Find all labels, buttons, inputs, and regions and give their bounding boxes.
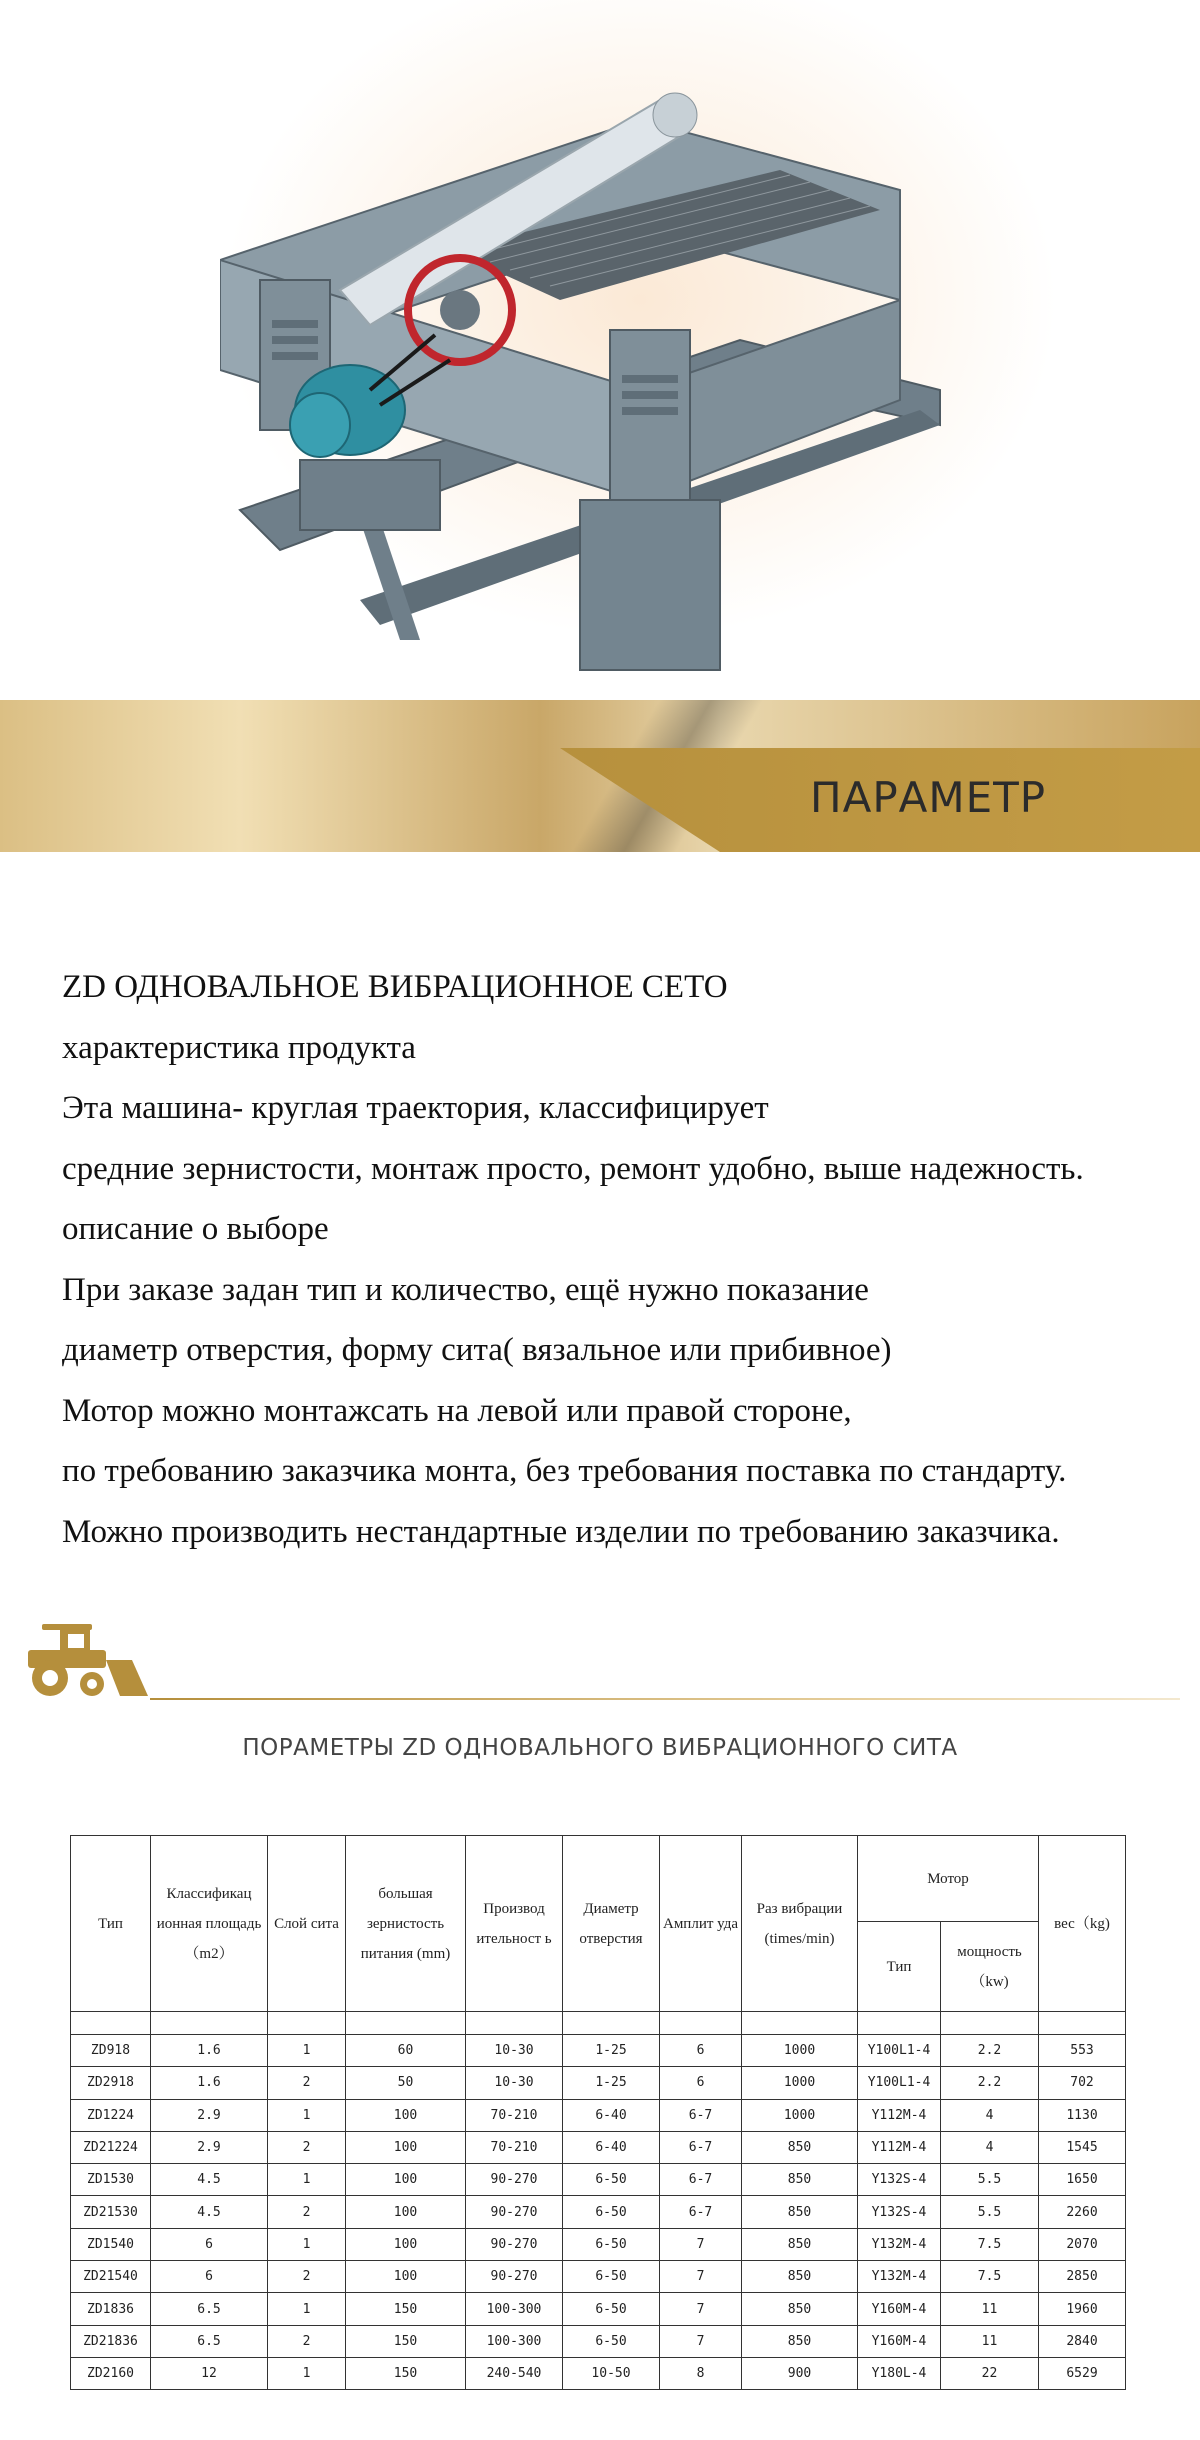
table-cell: Y160M-4 (858, 2293, 941, 2325)
table-cell: 70-210 (466, 2131, 563, 2163)
table-cell: 1 (268, 2164, 346, 2196)
header-capacity: Производ ительност ь (466, 1836, 563, 2012)
table-cell: 1960 (1039, 2293, 1126, 2325)
table-cell: 7.5 (941, 2261, 1039, 2293)
table-cell: 1650 (1039, 2164, 1126, 2196)
table-cell: ZD1540 (71, 2228, 151, 2260)
table-cell: 6-50 (563, 2196, 660, 2228)
description-line: по требованию заказчика монта, без требования поставка по стандарту. (62, 1453, 1067, 1489)
table-cell: 4.5 (151, 2164, 268, 2196)
table-cell: 90-270 (466, 2196, 563, 2228)
product-description (62, 957, 1162, 1562)
table-row (71, 2035, 1126, 2067)
table-cell: Y132M-4 (858, 2261, 941, 2293)
table-cell: 850 (742, 2228, 858, 2260)
description-line: Эта машина- круглая траектория, классифицирует (62, 1090, 769, 1126)
table-row (71, 2357, 1126, 2389)
description-line: Мотор можно монтажсать на левой или правой стороне, (62, 1392, 852, 1429)
description-line: ZD ОДНОВАЛЬНОЕ ВИБРАЦИОННОЕ СЕТО (62, 969, 728, 1005)
table-cell: 1000 (742, 2067, 858, 2099)
table-header-row (71, 1836, 1126, 1922)
table-cell: 2 (268, 2067, 346, 2099)
table-row (71, 2325, 1126, 2357)
table-cell: 2.9 (151, 2099, 268, 2131)
table-cell: ZD2160 (71, 2357, 151, 2389)
table-cell: 850 (742, 2293, 858, 2325)
table-cell: 240-540 (466, 2357, 563, 2389)
table-cell: 60 (346, 2035, 466, 2067)
table-cell: ZD21540 (71, 2261, 151, 2293)
table-cell: 2.9 (151, 2131, 268, 2163)
table-cell: 6-7 (660, 2099, 742, 2131)
table-cell: ZD1224 (71, 2099, 151, 2131)
table-cell: 1 (268, 2228, 346, 2260)
table-row (71, 2067, 1126, 2099)
table-cell: 6-40 (563, 2099, 660, 2131)
table-cell: 6-50 (563, 2293, 660, 2325)
table-cell: 1.6 (151, 2067, 268, 2099)
table-body (71, 2035, 1126, 2390)
table-cell: 2.2 (941, 2035, 1039, 2067)
description-line: диаметр отверстия, форму сита( вязальное или прибивное) (62, 1332, 892, 1368)
table-cell: 1545 (1039, 2131, 1126, 2163)
description-line: средние зернистости, монтаж просто, ремонт удобно, выше надежность. (62, 1150, 1084, 1187)
table-cell: 50 (346, 2067, 466, 2099)
table-cell: 2 (268, 2325, 346, 2357)
spacer-cell (1039, 2012, 1126, 2035)
table-cell: ZD918 (71, 2035, 151, 2067)
spacer-cell (71, 2012, 151, 2035)
table-cell: 7 (660, 2325, 742, 2357)
table-cell: 90-270 (466, 2164, 563, 2196)
table-cell: 100 (346, 2131, 466, 2163)
table-cell: 7 (660, 2293, 742, 2325)
spacer-cell (466, 2012, 563, 2035)
table-cell: 5.5 (941, 2164, 1039, 2196)
table-cell: 2 (268, 2261, 346, 2293)
table-cell: 6 (151, 2261, 268, 2293)
tractor-icon (20, 1620, 150, 1700)
table-cell: 7 (660, 2228, 742, 2260)
table-cell: 1 (268, 2293, 346, 2325)
header-vibration: Раз вибрации (times/min) (742, 1836, 858, 2012)
table-cell: 850 (742, 2325, 858, 2357)
table-cell: 100-300 (466, 2293, 563, 2325)
table-row (71, 2164, 1126, 2196)
hero-section (0, 0, 1200, 700)
table-cell: 2840 (1039, 2325, 1126, 2357)
table-cell: 12 (151, 2357, 268, 2389)
spacer-cell (563, 2012, 660, 2035)
table-cell: 1130 (1039, 2099, 1126, 2131)
table-row (71, 2228, 1126, 2260)
table-cell: 6-7 (660, 2164, 742, 2196)
table-cell: 90-270 (466, 2228, 563, 2260)
table-cell: Y112M-4 (858, 2099, 941, 2131)
table-row (71, 2131, 1126, 2163)
spacer-cell (941, 2012, 1039, 2035)
description-line: характеристика продукта (62, 1029, 416, 1066)
table-cell: 100 (346, 2099, 466, 2131)
table-cell: 1-25 (563, 2067, 660, 2099)
header-weight: вес（kg) (1039, 1836, 1126, 2012)
table-cell: 1 (268, 2035, 346, 2067)
table-cell: 850 (742, 2131, 858, 2163)
table-cell: 100 (346, 2164, 466, 2196)
description-line: Можно производить нестандартные изделии по требованию заказчика. (62, 1513, 1060, 1550)
header-motor-type: Тип (858, 1922, 941, 2012)
table-cell: 2 (268, 2196, 346, 2228)
table-cell: 1000 (742, 2035, 858, 2067)
table-cell: 7.5 (941, 2228, 1039, 2260)
header-type: Тип (71, 1836, 151, 2012)
table-cell: 6-50 (563, 2164, 660, 2196)
table-cell: 10-30 (466, 2067, 563, 2099)
table-cell: 6-50 (563, 2325, 660, 2357)
table-cell: ZD2918 (71, 2067, 151, 2099)
table-cell: 10-30 (466, 2035, 563, 2067)
section-title: ПОРАМЕТРЫ ZD ОДНОВАЛЬНОГО ВИБРАЦИОННОГО СИТА (242, 1735, 958, 1761)
table-cell: 2070 (1039, 2228, 1126, 2260)
table-cell: Y112M-4 (858, 2131, 941, 2163)
divider-line (150, 1698, 1180, 1700)
header-area: Классификац ионная площадь（m2） (151, 1836, 268, 2012)
table-cell: 100 (346, 2228, 466, 2260)
table-cell: 100 (346, 2196, 466, 2228)
table-cell: 702 (1039, 2067, 1126, 2099)
table-cell: 2260 (1039, 2196, 1126, 2228)
table-cell: 900 (742, 2357, 858, 2389)
table-cell: 1000 (742, 2099, 858, 2131)
description-line: При заказе задан тип и количество, ещё нужно показание (62, 1271, 869, 1308)
table-cell: 850 (742, 2196, 858, 2228)
table-cell: 4 (941, 2131, 1039, 2163)
table-cell: Y132S-4 (858, 2164, 941, 2196)
table-cell: 1.6 (151, 2035, 268, 2067)
table-cell: 10-50 (563, 2357, 660, 2389)
table-cell: 150 (346, 2293, 466, 2325)
table-cell: ZD21836 (71, 2325, 151, 2357)
header-amplitude: Амплит уда (660, 1836, 742, 2012)
header-grain: большая зернистость питания (mm) (346, 1836, 466, 2012)
table-cell: Y132S-4 (858, 2196, 941, 2228)
section-divider (20, 1620, 1180, 1700)
header-layer: Слой сита (268, 1836, 346, 2012)
table-cell: 22 (941, 2357, 1039, 2389)
spacer-cell (660, 2012, 742, 2035)
spacer-cell (268, 2012, 346, 2035)
table-cell: 150 (346, 2357, 466, 2389)
spacer-cell (151, 2012, 268, 2035)
table-cell: 1 (268, 2099, 346, 2131)
table-cell: ZD1530 (71, 2164, 151, 2196)
table-cell: 850 (742, 2261, 858, 2293)
table-cell: Y180L-4 (858, 2357, 941, 2389)
table-cell: 11 (941, 2293, 1039, 2325)
table-cell: 1-25 (563, 2035, 660, 2067)
table-cell: 1 (268, 2357, 346, 2389)
table-row (71, 2196, 1126, 2228)
table-cell: 6 (151, 2228, 268, 2260)
table-cell: 6.5 (151, 2293, 268, 2325)
table-cell: Y160M-4 (858, 2325, 941, 2357)
table-cell: 2 (268, 2131, 346, 2163)
table-cell: 6-50 (563, 2261, 660, 2293)
table-cell: 5.5 (941, 2196, 1039, 2228)
table-cell: 6-40 (563, 2131, 660, 2163)
table-cell: 150 (346, 2325, 466, 2357)
table-row (71, 2099, 1126, 2131)
table-cell: Y100L1-4 (858, 2035, 941, 2067)
table-cell: 100-300 (466, 2325, 563, 2357)
table-row (71, 2261, 1126, 2293)
table-cell: 6 (660, 2035, 742, 2067)
table-cell: 6-50 (563, 2228, 660, 2260)
table-cell: 4 (941, 2099, 1039, 2131)
header-motor-power: мощность （kw) (941, 1922, 1039, 2012)
table-cell: ZD1836 (71, 2293, 151, 2325)
spacer-cell (346, 2012, 466, 2035)
table-cell: 6529 (1039, 2357, 1126, 2389)
table-row (71, 2293, 1126, 2325)
table-cell: 7 (660, 2261, 742, 2293)
table-cell: 2850 (1039, 2261, 1126, 2293)
spacer-cell (742, 2012, 858, 2035)
table-cell: 90-270 (466, 2261, 563, 2293)
table-cell: ZD21530 (71, 2196, 151, 2228)
table-cell: 553 (1039, 2035, 1126, 2067)
table-cell: 6.5 (151, 2325, 268, 2357)
table-cell: 70-210 (466, 2099, 563, 2131)
specification-table (70, 1835, 1126, 2390)
header-hole: Диаметр отверстия (563, 1836, 660, 2012)
table-cell: 11 (941, 2325, 1039, 2357)
table-cell: 850 (742, 2164, 858, 2196)
table-cell: 6-7 (660, 2196, 742, 2228)
table-spacer-row (71, 2012, 1126, 2035)
vibrating-screen-machine-image (220, 80, 1040, 700)
table-cell: 100 (346, 2261, 466, 2293)
description-line: описание о выборе (62, 1211, 329, 1247)
header-motor: Мотор (858, 1836, 1039, 1922)
table-cell: 8 (660, 2357, 742, 2389)
table-cell: 4.5 (151, 2196, 268, 2228)
table-cell: Y132M-4 (858, 2228, 941, 2260)
table-cell: Y100L1-4 (858, 2067, 941, 2099)
banner-title: ПАРАМЕТР (810, 773, 1047, 822)
table-cell: 6 (660, 2067, 742, 2099)
table-cell: ZD21224 (71, 2131, 151, 2163)
table-cell: 2.2 (941, 2067, 1039, 2099)
table-cell: 6-7 (660, 2131, 742, 2163)
spacer-cell (858, 2012, 941, 2035)
